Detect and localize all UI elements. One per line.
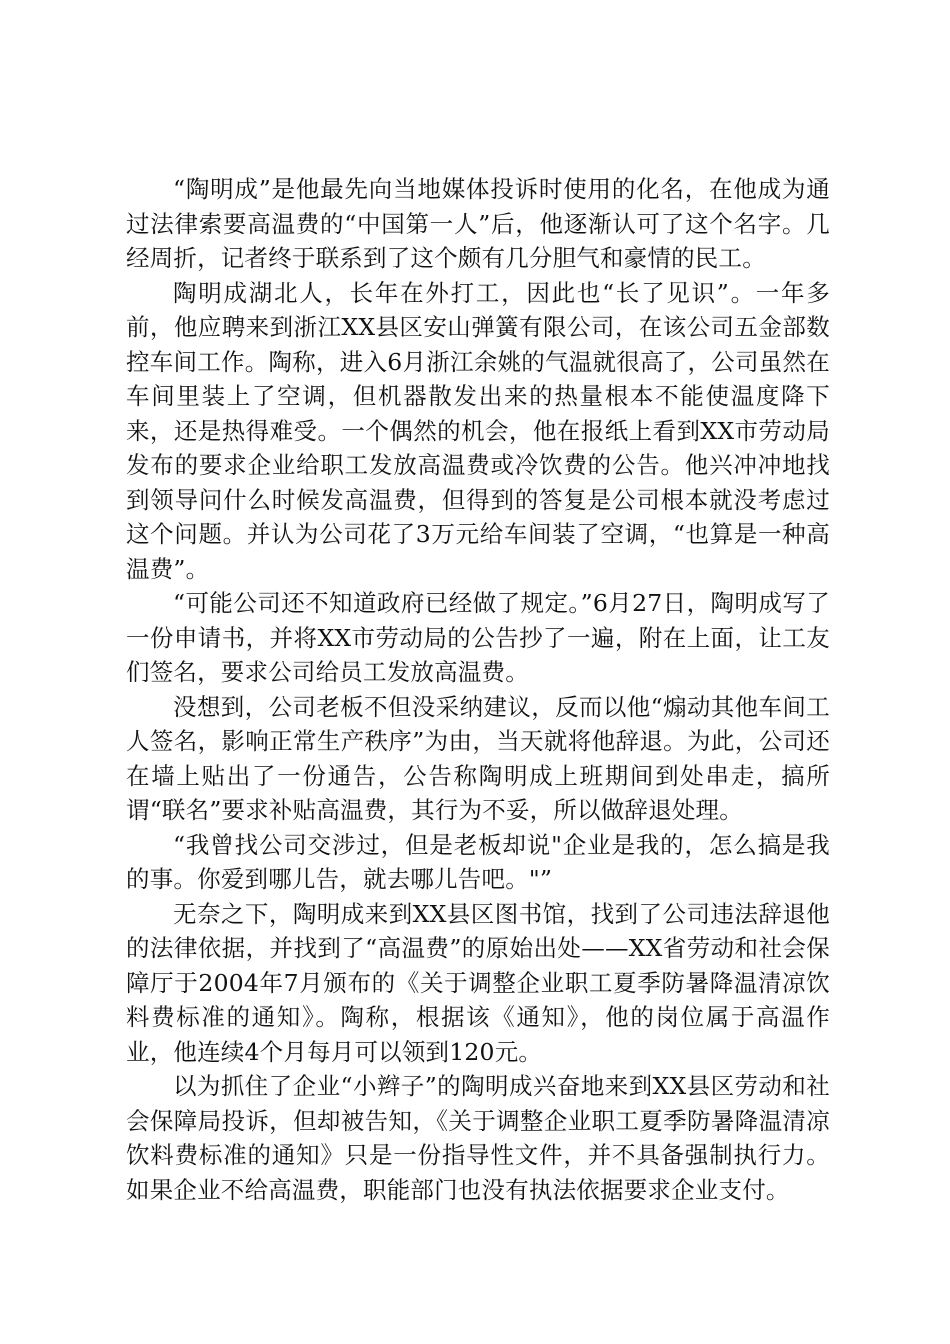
paragraph-1: “陶明成”是他最先向当地媒体投诉时使用的化名，在他成为通过法律索要高温费的“中国第一人”后，他逐渐认可了这个名字。几经周折，记者终于联系到了这个颇有几分胆气和豪情的民工。 [126, 175, 830, 272]
paragraph-2: 陶明成湖北人，长年在外打工，因此也“长了见识”。一年多前，他应聘来到浙江XX县区安山弹簧有限公司，在该公司五金部数控车间工作。陶称，进入6月浙江余姚的气温就很高了，公司虽然在车间里装上了空调，但机器散发出来的热量根本不能使温度降下来，还是热得难受。一个偶然的机会，他在报纸上看到XX市劳动局发布的要求企业给职工发放高温费或冷饮费的公告。他兴冲冲地找到领导问什么时候发高温费，但得到的答复是公司根本就没考虑过这个问题。并认为公司花了3万元给车间装了空调，“也算是一种高温费”。 [126, 278, 830, 583]
article-body [126, 172, 830, 1207]
paragraph-7: 以为抓住了企业“小辫子”的陶明成兴奋地来到XX县区劳动和社会保障局投诉，但却被告知，《关于调整企业职工夏季防暑降温清凉饮料费标准的通知》只是一份指导性文件，并不具备强制执行力。如果企业不给高温费，职能部门也没有执法依据要求企业支付。 [126, 1072, 830, 1204]
paragraph-6: 无奈之下，陶明成来到XX县区图书馆，找到了公司违法辞退他的法律依据，并找到了“高温费”的原始出处——XX省劳动和社会保障厅于2004年7月颁布的《关于调整企业职工夏季防暑降温清凉饮料费标准的通知》。陶称，根据该《通知》，他的岗位属于高温作业，他连续4个月每月可以领到120元。 [126, 899, 830, 1066]
paragraph-4: 没想到，公司老板不但没采纳建议，反而以他“煽动其他车间工人签名，影响正常生产秩序”为由，当天就将他辞退。为此，公司还在墙上贴出了一份通告，公告称陶明成上班期间到处串走，搞所谓“联名”要求补贴高温费，其行为不妥，所以做辞退处理。 [126, 692, 830, 824]
paragraph-3: “可能公司还不知道政府已经做了规定。”6月27日，陶明成写了一份申请书，并将XX市劳动局的公告抄了一遍，附在上面，让工友们签名，要求公司给员工发放高温费。 [126, 589, 830, 686]
paragraph-5: “我曾找公司交涉过，但是老板却说"企业是我的，怎么搞是我的事。你爱到哪儿告，就去哪儿告吧。"” [126, 830, 830, 893]
